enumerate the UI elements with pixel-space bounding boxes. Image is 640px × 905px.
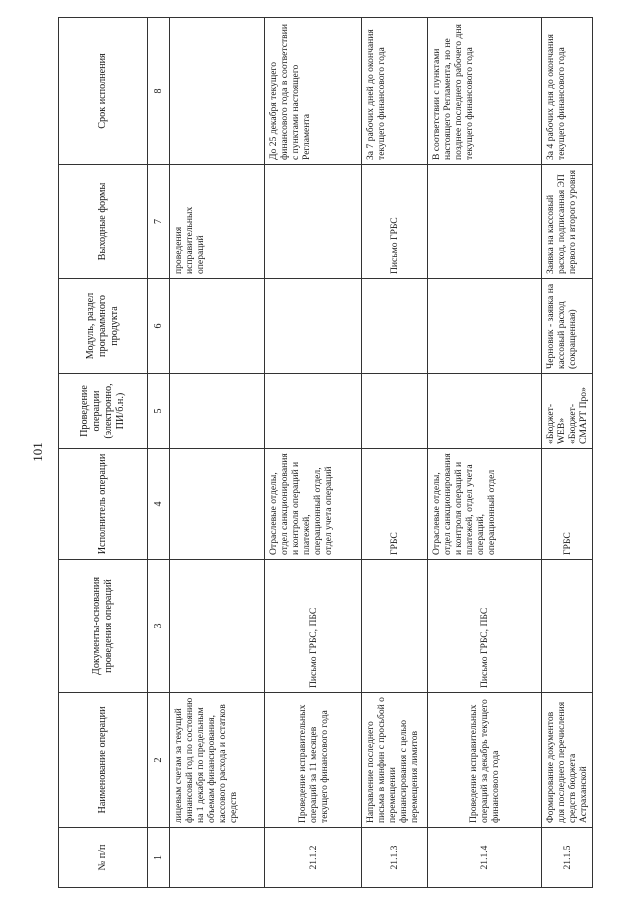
header-cell: Проведение операции (электронно, ПИ/б.н.)	[59, 374, 148, 449]
software-module: Черновик - заявка на кассовый расход (сокращенная)	[542, 279, 593, 374]
operation-name: лицевым счетам за текущий финансовый год по состоянию на 1 декабря по предельным объемам финансирования, кассового расхода и остатков средств	[170, 693, 265, 828]
software-module	[362, 279, 428, 374]
table-row	[362, 18, 428, 888]
header-cell: Документы-основания проведения операций	[59, 560, 148, 693]
page-number: 101	[30, 442, 45, 462]
column-number: 8	[148, 18, 170, 165]
table-row	[428, 18, 542, 888]
deadline	[170, 18, 265, 165]
column-number: 3	[148, 560, 170, 693]
operation-method: «Бюджет-WEB» «Бюджет-СМАРТ Про»	[542, 374, 593, 449]
header-cell: Выходные формы	[59, 165, 148, 279]
column-number: 5	[148, 374, 170, 449]
column-number: 7	[148, 165, 170, 279]
column-number: 2	[148, 693, 170, 828]
column-number: 6	[148, 279, 170, 374]
header-cell: Наименование операции	[59, 693, 148, 828]
basis-documents	[362, 560, 428, 693]
column-number: 1	[148, 828, 170, 888]
row-number: 21.1.2	[265, 828, 362, 888]
operation-method	[362, 374, 428, 449]
table-row	[542, 18, 593, 888]
executor: Отраслевые отделы, отдел санкционирования и контроля операций и платежей, операционный отдел, отдел учета операций	[265, 449, 362, 560]
output-forms	[428, 165, 542, 279]
column-number: 4	[148, 449, 170, 560]
row-number	[170, 828, 265, 888]
executor: ГРБС	[542, 449, 593, 560]
deadline: За 7 рабочих дней до окончания текущего финансового года	[362, 18, 428, 165]
header-row	[59, 18, 148, 888]
output-forms	[265, 165, 362, 279]
header-cell: № п/п	[59, 828, 148, 888]
operation-method	[265, 374, 362, 449]
operation-method	[428, 374, 542, 449]
header-cell: Модуль, раздел программного продукта	[59, 279, 148, 374]
operation-name: Направление последнего письма в минфин с просьбой о перемещении финансирования с целью перемещения лимитов	[362, 693, 428, 828]
rotated-page	[58, 18, 588, 888]
software-module	[265, 279, 362, 374]
output-forms: Заявка на кассовый расход, подписанная ЭП первого и второго уровня	[542, 165, 593, 279]
operation-name: Проведение исправительных операций за декабрь текущего финансового года	[428, 693, 542, 828]
deadline: В соответствии с пунктами настоящего Регламента, но не позднее последнего рабочего дня текущего финансового года	[428, 18, 542, 165]
executor: ГРБС	[362, 449, 428, 560]
table-row	[170, 18, 265, 888]
header-cell: Срок исполнения	[59, 18, 148, 165]
executor: Отраслевые отделы, отдел санкционирования и контроля операций и платежей, отдел учета операций, операционный отдел	[428, 449, 542, 560]
software-module	[170, 279, 265, 374]
operation-name: Проведение исправительных операций за 11 месяцев текущего финансового года	[265, 693, 362, 828]
column-number-row	[148, 18, 170, 888]
deadline: За 4 рабочих дня до окончания текущего финансового года	[542, 18, 593, 165]
basis-documents: Письмо ГРБС, ПБС	[428, 560, 542, 693]
header-cell: Исполнитель операции	[59, 449, 148, 560]
operation-name: Формирование документов для последнего перечисления средств бюджета Астраханской	[542, 693, 593, 828]
row-number: 21.1.5	[542, 828, 593, 888]
deadline: До 25 декабря текущего финансового года в соответствии с пунктами настоящего Регламента	[265, 18, 362, 165]
software-module	[428, 279, 542, 374]
basis-documents: Письмо ГРБС, ПБС	[265, 560, 362, 693]
output-forms: Письмо ГРБС	[362, 165, 428, 279]
table-row	[265, 18, 362, 888]
operation-method	[170, 374, 265, 449]
executor	[170, 449, 265, 560]
row-number: 21.1.4	[428, 828, 542, 888]
row-number: 21.1.3	[362, 828, 428, 888]
basis-documents	[542, 560, 593, 693]
operations-table	[58, 17, 593, 888]
basis-documents	[170, 560, 265, 693]
output-forms: проведения исправительных операций	[170, 165, 265, 279]
